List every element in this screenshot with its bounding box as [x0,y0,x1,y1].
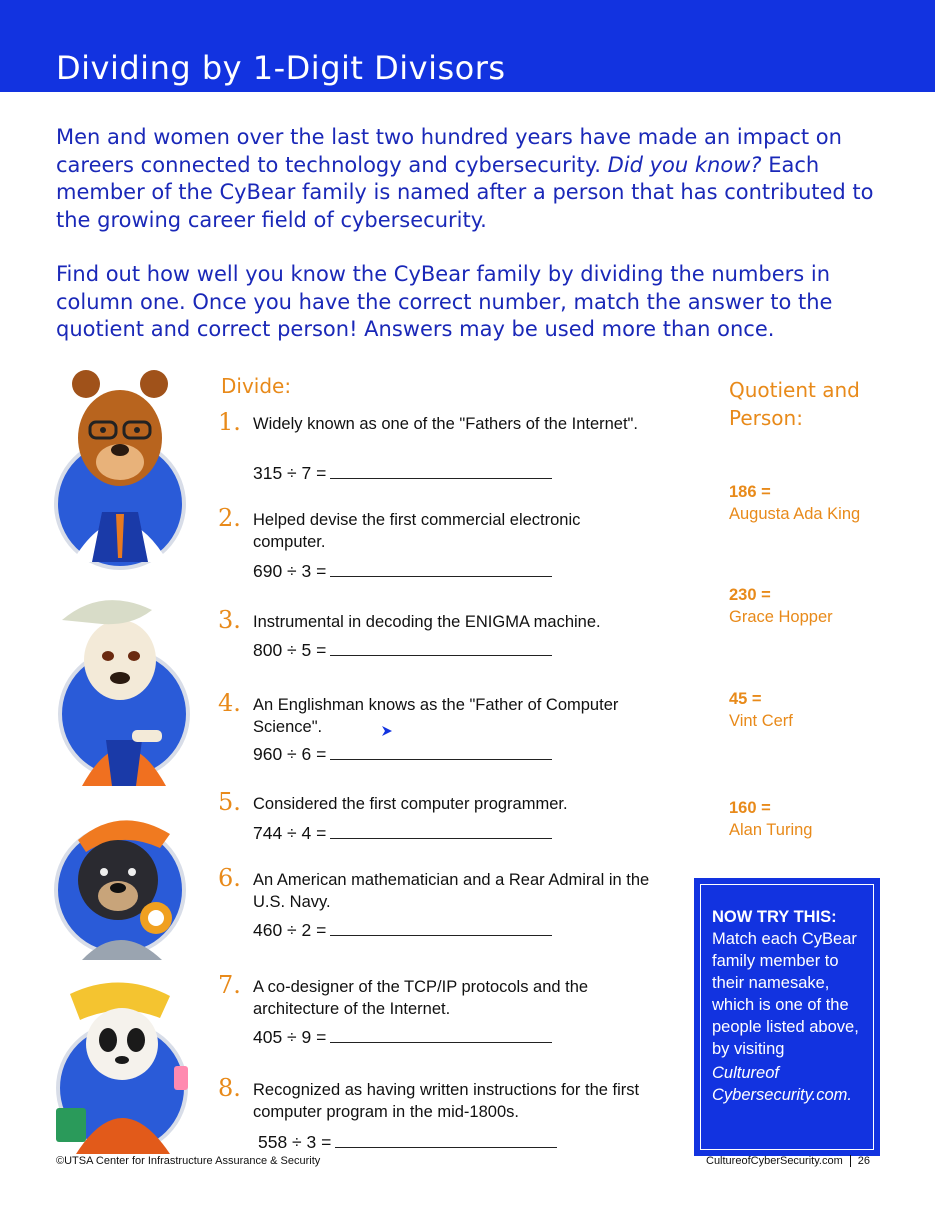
answer-blank[interactable] [335,1133,557,1148]
answer-blank[interactable] [330,824,552,839]
answer-blank[interactable] [330,745,552,760]
problem-description: Recognized as having written instructions for the first computer program in the mid-1800s. [253,1081,640,1121]
equation-text: 744 ÷ 4 = [253,823,327,843]
cybear-panda-avatar [50,978,202,1154]
cybear-fox-avatar [42,590,192,790]
equation-text: 460 ÷ 2 = [253,920,327,940]
intro-p1-emphasis: Did you know? [607,152,762,177]
culture-of-cybersecurity-link[interactable]: Cultureof Cybersecurity.com. [712,1064,852,1104]
divide-heading: Divide: [221,374,292,398]
answer-person: Alan Turing [729,821,813,839]
problem-number: 6. [218,864,241,892]
problem-description: A co-designer of the TCP/IP protocols and the architecture of the Internet. [253,978,589,1018]
cybear-bear-avatar [52,362,188,576]
answer-person: Grace Hopper [729,608,833,626]
answer-value: 45 = [729,690,762,708]
answer-person: Vint Cerf [729,712,793,730]
intro-p1-part-b: Each member of the CyBear family is named after a person that has contributed to the growing career field of cybersecurity. [56,152,874,232]
problem-number: 1. [218,408,241,436]
problem-number: 3. [218,606,241,634]
problem-description: An Englishman knows as the "Father of Computer Science". [253,696,619,736]
answer-value: 186 = [729,483,771,501]
footer-copyright: ©UTSA Center for Infrastructure Assurance & Security [56,1155,321,1167]
intro-text [56,124,896,344]
footer-page-number: 26 [857,1155,870,1167]
problem-number: 4. [218,689,241,717]
answer-blank[interactable] [330,464,552,479]
problem-description: Instrumental in decoding the ENIGMA machine. [253,613,601,631]
problem-equation [253,743,552,765]
equation-text: 558 ÷ 3 = [258,1132,332,1152]
intro-paragraph-1 [56,124,896,234]
problem-equation [253,639,552,661]
answer-blank[interactable] [330,1028,552,1043]
intro-paragraph-2: Find out how well you know the CyBear family by dividing the numbers in column one. Once you have the correct number, match the answer to the quotient and correct person! Answers may be used more than once. [56,262,833,341]
equation-text: 960 ÷ 6 = [253,744,327,764]
problem-number: 7. [218,971,241,999]
equation-text: 315 ÷ 7 = [253,463,327,483]
problem-description: Helped devise the first commercial electronic computer. [253,511,581,551]
now-try-this-title: NOW TRY THIS: [712,908,837,926]
answer-item [729,481,919,525]
intro-p1-part-a: Men and women over the last two hundred years have made an impact on careers connected to technology and cybersecurity. [56,125,842,177]
problem-number: 5. [218,788,241,816]
problem-description: Considered the first computer programmer. [253,795,568,813]
quotient-heading: Quotient and Person: [729,378,860,430]
equation-text: 405 ÷ 9 = [253,1027,327,1047]
answer-item [729,797,919,841]
answer-item [729,688,919,732]
problem-description: An American mathematician and a Rear Admiral in the U.S. Navy. [253,871,650,911]
problem-description: Widely known as one of the "Fathers of the Internet". [253,415,639,433]
equation-text: 800 ÷ 5 = [253,640,327,660]
page-header [0,0,935,92]
answer-blank[interactable] [330,921,552,936]
problem-equation [253,560,552,582]
page-title: Dividing by 1-Digit Divisors [56,49,506,87]
problem-number: 2. [218,504,241,532]
answer-person: Augusta Ada King [729,505,861,523]
problem-equation [258,1131,557,1153]
now-try-this-body: Match each CyBear family member to their namesake, which is one of the people listed above, by visiting [712,930,859,1058]
equation-text: 690 ÷ 3 = [253,561,327,581]
problem-number: 8. [218,1074,241,1102]
footer-right [706,1155,870,1167]
problem-equation [253,462,552,484]
now-try-this-box [694,878,880,1156]
now-try-this-text [712,906,872,1106]
problem-equation [253,1026,552,1048]
answer-value: 160 = [729,799,771,817]
footer-site: CultureofCyberSecurity.com [706,1155,843,1167]
problem-equation [253,919,552,941]
answer-item [729,584,919,628]
footer-divider [850,1155,851,1167]
answer-blank[interactable] [330,641,552,656]
answer-value: 230 = [729,586,771,604]
answer-blank[interactable] [330,562,552,577]
cursor-arrow-icon [380,725,394,737]
problem-equation [253,822,552,844]
cybear-sunbear-avatar [52,810,188,960]
